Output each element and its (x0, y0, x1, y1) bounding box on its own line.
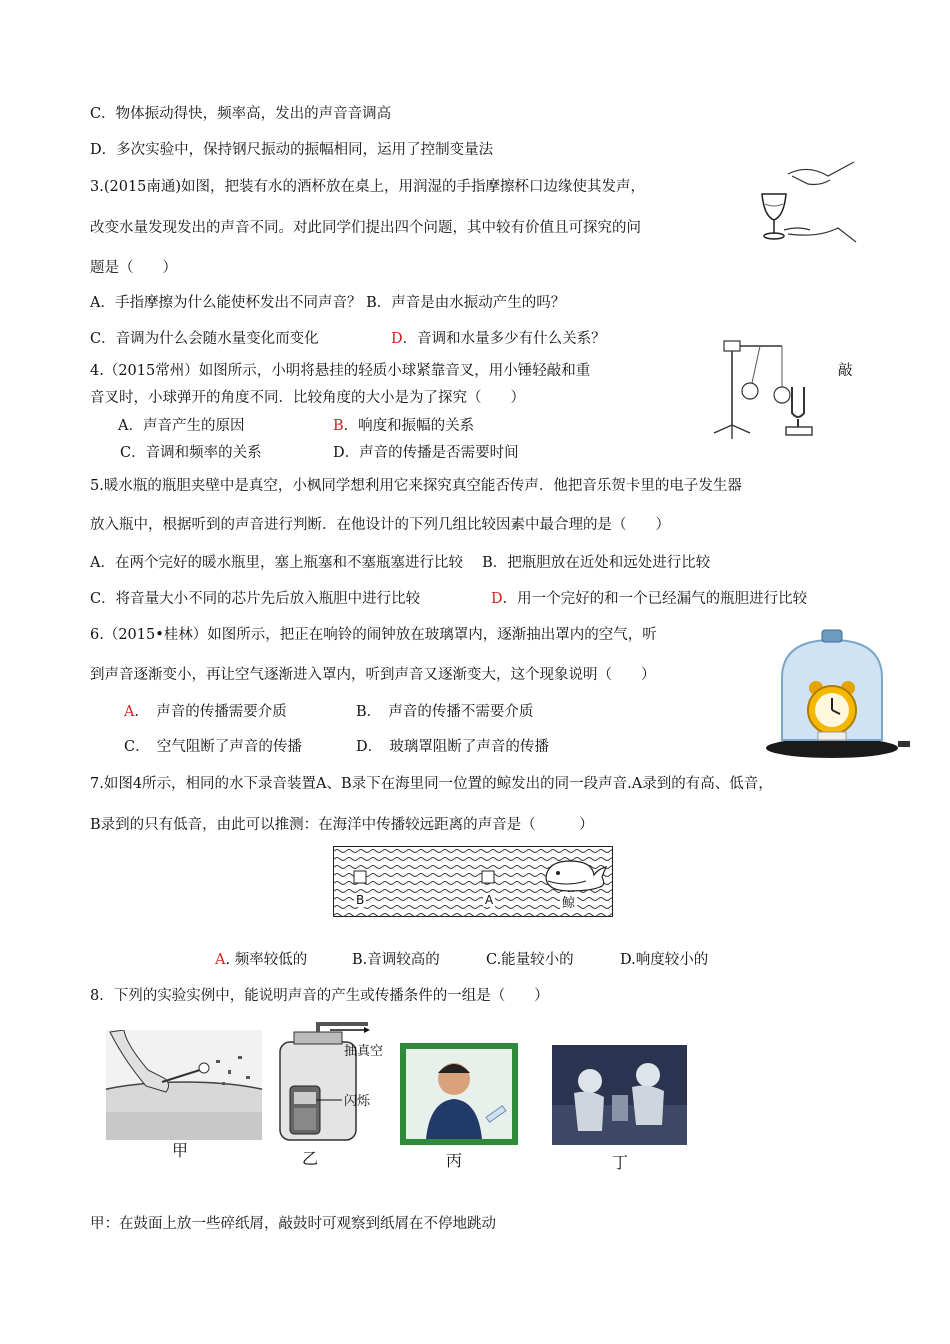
drum-figure (106, 1030, 262, 1140)
q7-option-a (215, 950, 307, 970)
q5-option-c: C．将音量大小不同的芯片先后放入瓶胆中进行比较 (90, 591, 421, 607)
q4-answer-letter: B (333, 418, 344, 434)
wine-glass-figure (758, 158, 858, 248)
q3-option-d-text: ．音调和水量多少有什么关系？ (402, 331, 606, 347)
ocean-figure (333, 846, 613, 917)
q4-option-b (333, 416, 474, 436)
q4-line2: 音叉时，小球弹开的角度不同．比较角度的大小是为了探究（ ） (90, 390, 525, 406)
boy-figure (400, 1043, 518, 1145)
pump-label: 抽真空 (344, 1044, 384, 1059)
q4-option-c: C．音调和频率的关系 (120, 445, 262, 461)
recorder-b-label: B (356, 893, 365, 907)
figure-bing-caption: 丙 (446, 1151, 463, 1170)
q7-option-d: D.响度较小的 (620, 952, 709, 968)
vacuum-jar-figure (272, 1020, 382, 1142)
q5-answer-letter: D (491, 591, 503, 607)
q8-line1: 8．下列的实验实例中，能说明声音的产生或传播条件的一组是（ ） (90, 988, 549, 1004)
q4-option-a: A．声音产生的原因 (118, 418, 245, 434)
figure-jia-caption: 甲 (172, 1141, 189, 1160)
q3-options-ab: A．手指摩擦为什么能使杯发出不同声音？ B．声音是由水振动产生的吗？ (90, 295, 566, 311)
q6-line1: 6.（2015•桂林）如图所示，把正在响铃的闹钟放在玻璃罩内，逐渐抽出罩内的空气，听 (90, 627, 657, 643)
q4-option-b-text: ．响度和振幅的关系 (343, 418, 475, 434)
q5-option-d-text: ．用一个完好的和一个已经漏气的瓶胆进行比较 (502, 591, 808, 607)
option-c-previous: C．物体振动得快，频率高，发出的声音音调高 (90, 106, 392, 122)
q7-line2: B录到的只有低音，由此可以推测：在海洋中传播较远距离的声音是（ ） (90, 817, 594, 833)
q6-option-d: D． 玻璃罩阻断了声音的传播 (356, 739, 549, 755)
q6-option-b: B． 声音的传播不需要介质 (356, 704, 534, 720)
q5-options-ab: A．在两个完好的暖水瓶里，塞上瓶塞和不塞瓶塞进行比较 B．把瓶胆放在近处和远处进行比较 (90, 555, 711, 571)
q4-option-d: D．声音的传播是否需要时间 (333, 445, 519, 461)
astronaut-figure (552, 1045, 687, 1145)
q3-line2: 改变水量发现发出的声音不同。对此同学们提出四个问题，其中较有价值且可探究的问 (90, 220, 641, 236)
q6-option-c: C． 空气阻断了声音的传播 (124, 739, 302, 755)
q3-line1: 3.(2015南通)如图，把装有水的酒杯放在桌上，用润湿的手指摩擦杯口边缘使其发声， (90, 179, 646, 195)
figure-ding-caption: 丁 (612, 1153, 629, 1172)
q7-option-a-text: . 频率较低的 (225, 952, 308, 968)
q7-option-b: B.音调较高的 (352, 952, 440, 968)
q6-option-a-text: ． 声音的传播需要介质 (134, 704, 287, 720)
q3-line3: 题是（ ） (90, 260, 177, 276)
q5-option-d (491, 589, 807, 609)
q3-option-d (391, 329, 606, 349)
whale-label: 鲸 (560, 892, 577, 911)
q5-line2: 放入瓶中，根据听到的声音进行判断．在他设计的下列几组比较因素中最合理的是（ ） (90, 517, 670, 533)
q3-option-c: C．音调为什么会随水量变化而变化 (90, 331, 319, 347)
flash-label: 闪烁 (344, 1094, 371, 1109)
option-d-previous: D．多次实验中，保持钢尺振动的振幅相同，运用了控制变量法 (90, 142, 494, 158)
bell-jar-figure (762, 628, 914, 763)
q3-answer-letter: D (391, 331, 403, 347)
q7-line1: 7.如图4所示，相同的水下录音装置A、B录下在海里同一位置的鲸发出的同一段声音.A录到的有高、低音， (90, 776, 773, 792)
tuning-fork-figure (700, 335, 825, 445)
q4-line1-end: 敲 (838, 363, 853, 379)
q6-option-a (124, 702, 287, 722)
q4-line1: 4.（2015常州）如图所示，小明将悬挂的轻质小球紧靠音叉，用小锤轻敲和重 (90, 363, 591, 379)
q7-answer-letter: A (215, 952, 226, 968)
figure-yi-caption: 乙 (302, 1149, 319, 1168)
recorder-a-label: A (485, 893, 494, 907)
q8-jia-description: 甲：在鼓面上放一些碎纸屑，敲鼓时可观察到纸屑在不停地跳动 (90, 1216, 496, 1232)
q6-line2: 到声音逐渐变小，再让空气逐渐进入罩内，听到声音又逐渐变大，这个现象说明（ ） (90, 667, 656, 683)
q5-line1: 5.暖水瓶的瓶胆夹壁中是真空，小枫同学想利用它来探究真空能否传声．他把音乐贺卡里的电子发生器 (90, 478, 742, 494)
q7-option-c: C.能量较小的 (486, 952, 574, 968)
q6-answer-letter: A (124, 704, 135, 720)
